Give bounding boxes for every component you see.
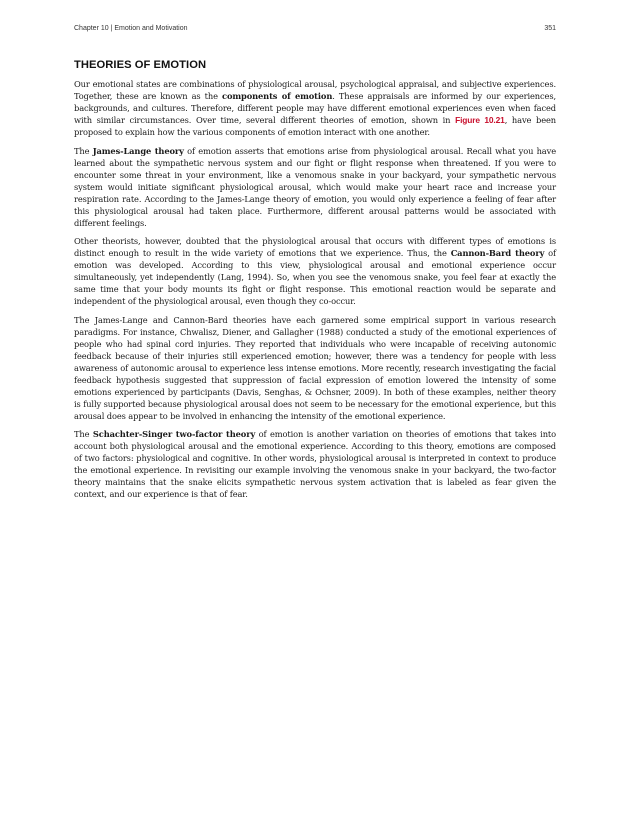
- running-header: [74, 25, 556, 37]
- key-term-components-of-emotion: components of emotion: [222, 91, 333, 101]
- chapter-label: Chapter 10 | Emotion and Motivation: [74, 25, 188, 32]
- key-term-james-lange-theory: James-Lange theory: [92, 145, 184, 156]
- section-title: THEORIES OF EMOTION: [74, 59, 207, 71]
- text: . These appraisals are informed by our experiences, backgrounds, and cultures. Therefore, different people may have different emotional experiences even when faced with similar circumstances. Over time, several different theories of emotion, shown in: [74, 91, 556, 125]
- text: The: [74, 145, 93, 156]
- text: of emotion asserts that emotions arise from physiological arousal. Recall what you have learned about the sympathetic nervous system and our fight or flight response when threatened. If you were to encounter some threat in your environment, like a venomous snake in your backyard, your sympathetic nervous system would initiate significant physiological arousal, which would make your heart race and increase your respiration rate. According to the James-Lange theory of emotion, you would only experience a feeling of fear after this physiological arousal had taken place. Furthermore, different arousal patterns would be associated with different feelings.: [74, 145, 556, 228]
- key-term-schachter-singer-theory: Schachter-Singer two-factor theory: [92, 429, 256, 439]
- text: Other theorists, however, doubted that the physiological arousal that occurs with different types of emotions is distinct enough to result in the wide variety of emotions that we experience. Thus, the: [74, 236, 556, 258]
- text: of emotion was developed. According to this view, physiological arousal and emotional experience occur simultaneously, yet independently (Lang, 1994). So, when you see the venomous snake, you feel fear at exactly the same time that your body mounts its fight or flight response. This emotional reaction would be separate and independent of the physiological arousal, even though they co-occur.: [74, 248, 556, 306]
- paragraph-components-of-emotion: [74, 78, 556, 138]
- text: Our emotional states are combinations of physiological arousal, psychological appraisal, and subjective experiences. Together, these are known as the: [74, 79, 556, 101]
- body-content: [74, 78, 556, 507]
- paragraph-schachter-singer: [74, 428, 556, 500]
- paragraph-empirical-support: [74, 314, 556, 422]
- text: The: [74, 429, 93, 439]
- text: of emotion is another variation on theories of emotions that takes into account both physiological arousal and the emotional experience. According to this theory, emotions are composed of two factors: physiological and cognitive. In other words, physiological arousal is interpreted in context to produce the emotional experience. In revisiting our example involving the venomous snake in your backyard, the two-factor theory maintains that the snake elicits sympathetic nervous system activation that is labeled as fear given the context, and our experience is that of fear.: [74, 429, 557, 499]
- page-number: 351: [544, 25, 556, 32]
- text: The James-Lange and Cannon-Bard theories have each garnered some empirical support in various research paradigms. For instance, Chwalisz, Diener, and Gallagher (1988) conducted a study of the emotional experiences of people who had spinal cord injuries. They reported that individuals who were incapable of receiving autonomic feedback because of their injuries still experienced emotion; however, there was a tendency for people with less awareness of autonomic arousal to experience less intense emotions. More recently, research investigating the facial feedback hypothesis suggested that suppression of facial expression of emotion lowered the intensity of some emotions experienced by participants (Davis, Senghas, & Ochsner, 2009). In both of these examples, neither theory is fully supported because physiological arousal does not seem to be necessary for the emotional experience, but this arousal does appear to be involved in enhancing the intensity of the emotional experience.: [74, 314, 556, 421]
- paragraph-cannon-bard: [74, 235, 556, 307]
- text: , have been proposed to explain how the various components of emotion interact with one another.: [74, 115, 557, 137]
- key-term-cannon-bard-theory: Cannon-Bard theory: [450, 248, 545, 258]
- paragraph-james-lange: [74, 145, 556, 229]
- figure-10-21-link[interactable]: Figure 10.21: [455, 115, 505, 125]
